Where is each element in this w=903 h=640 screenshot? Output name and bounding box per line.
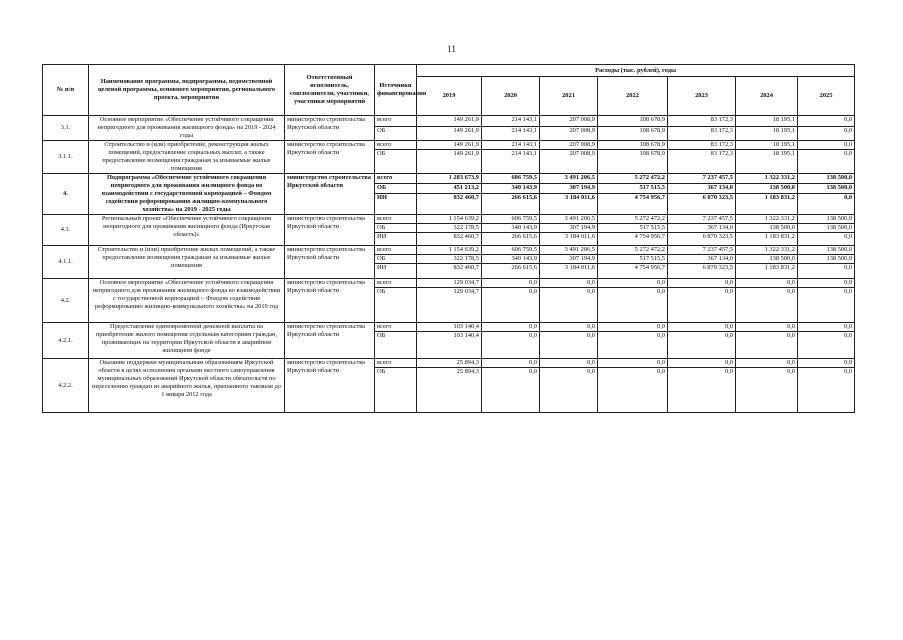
row-value: 307 194,9	[540, 183, 598, 193]
row-value: 6 870 323,5	[668, 264, 736, 279]
header-expenses: Расходы (тыс. рублей), годы	[417, 65, 855, 77]
row-value: 108 678,9	[598, 127, 668, 141]
row-number: 3.1.	[43, 116, 89, 141]
row-value: 138 500,0	[798, 183, 855, 193]
row-value: 4 754 956,7	[598, 193, 668, 214]
row-value: 7 237 457,5	[668, 174, 736, 184]
row-responsible: министерство строительства Иркутской области	[285, 279, 375, 323]
row-value: 451 213,2	[417, 183, 482, 193]
row-source: ИИ	[375, 233, 417, 246]
row-value: 1 322 331,2	[736, 246, 798, 255]
row-value: 5 272 472,2	[598, 215, 668, 224]
row-value: 0,0	[668, 288, 736, 323]
row-responsible: министерство строительства Иркутской области	[285, 174, 375, 215]
row-value: 1 183 831,2	[736, 233, 798, 246]
row-source: всего	[375, 215, 417, 224]
row-value: 83 172,3	[668, 127, 736, 141]
row-value: 6 870 323,5	[668, 233, 736, 246]
row-source: ИИ	[375, 193, 417, 214]
row-value: 0,0	[736, 279, 798, 288]
row-value: 0,0	[798, 359, 855, 368]
row-source: ОБ	[375, 183, 417, 193]
page-number: 11	[447, 44, 456, 54]
row-value: 0,0	[736, 288, 798, 323]
row-value: 340 143,9	[482, 224, 540, 233]
row-value: 0,0	[736, 323, 798, 332]
row-value: 1 283 673,9	[417, 174, 482, 184]
row-number: 4.	[43, 174, 89, 215]
row-value: 129 034,7	[417, 279, 482, 288]
row-value: 367 134,0	[668, 224, 736, 233]
row-name: Основное мероприятие «Обеспечение устойчивого сокращения непригодного для проживания жилищного фонда» на 2019 - 2024 годы	[89, 116, 285, 141]
row-value: 0,0	[668, 368, 736, 413]
row-value: 149 261,9	[417, 150, 482, 174]
row-value: 1 154 639,2	[417, 246, 482, 255]
row-value: 6 870 323,5	[668, 193, 736, 214]
header-number: № п/п	[43, 65, 89, 116]
row-value: 214 143,1	[482, 127, 540, 141]
row-value: 0,0	[736, 368, 798, 413]
row-value: 266 615,6	[482, 264, 540, 279]
row-value: 832 460,7	[417, 193, 482, 214]
row-value: 517 515,5	[598, 255, 668, 264]
row-value: 0,0	[540, 323, 598, 332]
row-value: 0,0	[482, 359, 540, 368]
row-name: Региональный проект «Обеспечение устойчивого сокращения непригодного для проживания жилищного фонда (Иркутская область)»	[89, 215, 285, 246]
row-value: 0,0	[798, 323, 855, 332]
row-name: Строительство и (или) приобретение, реконструкция жилых помещений, предоставление социальных выплат, а также предоставление возмещения гражданам за изымаемые жилые помещения	[89, 141, 285, 174]
row-value: 0,0	[798, 150, 855, 174]
header-responsible: Ответственный исполнитель, соисполнители, участники, участники мероприятий	[285, 65, 375, 116]
row-value: 83 172,3	[668, 141, 736, 150]
row-value: 103 140,4	[417, 332, 482, 359]
row-value: 138 500,0	[798, 174, 855, 184]
row-value: 18 195,1	[736, 116, 798, 127]
row-value: 138 500,0	[736, 255, 798, 264]
row-value: 0,0	[482, 323, 540, 332]
row-name: Строительство и (или) приобретение жилых помещений, а также предоставление возмещения гражданам за изымаемые жилые помещения	[89, 246, 285, 279]
row-value: 207 008,9	[540, 150, 598, 174]
row-value: 3 491 206,5	[540, 215, 598, 224]
row-source: ОБ	[375, 332, 417, 359]
row-value: 606 759,5	[482, 246, 540, 255]
row-value: 18 195,1	[736, 141, 798, 150]
row-name: Основное мероприятие «Обеспечение устойчивого сокращения непригодного для проживания жилищного фонда во взаимодействии с государственной корпорацией – Фондом содействия реформированию жилищно-коммунального хозяйства» на 2019 год	[89, 279, 285, 323]
row-value: 3 184 011,6	[540, 264, 598, 279]
row-value: 0,0	[598, 332, 668, 359]
header-year: 2023	[668, 77, 736, 116]
row-value: 0,0	[668, 323, 736, 332]
header-year: 2022	[598, 77, 668, 116]
header-name: Наименование программы, подпрограммы, ведомственной целевой программы, основного мероприятия, регионального проекта, мероприятия	[89, 65, 285, 116]
row-number: 4.1.	[43, 215, 89, 246]
row-source: всего	[375, 141, 417, 150]
row-value: 138 500,0	[736, 224, 798, 233]
row-value: 340 143,9	[482, 183, 540, 193]
row-value: 0,0	[540, 288, 598, 323]
row-value: 322 178,5	[417, 224, 482, 233]
table-row	[43, 359, 855, 368]
row-value: 0,0	[482, 368, 540, 413]
row-source: ОБ	[375, 150, 417, 174]
row-value: 0,0	[798, 141, 855, 150]
row-number: 3.1.1.	[43, 141, 89, 174]
header-year: 2021	[540, 77, 598, 116]
row-responsible: министерство строительства Иркутской области	[285, 141, 375, 174]
row-source: ОБ	[375, 255, 417, 264]
row-value: 149 261,9	[417, 127, 482, 141]
row-value: 307 194,9	[540, 255, 598, 264]
header-source: Источники финансирования	[375, 65, 417, 116]
row-value: 367 134,0	[668, 255, 736, 264]
row-source: всего	[375, 323, 417, 332]
row-source: всего	[375, 279, 417, 288]
row-value: 3 491 206,5	[540, 174, 598, 184]
row-value: 103 140,4	[417, 323, 482, 332]
row-value: 0,0	[540, 359, 598, 368]
row-value: 214 143,1	[482, 116, 540, 127]
row-value: 0,0	[798, 233, 855, 246]
row-value: 0,0	[798, 279, 855, 288]
row-value: 0,0	[736, 359, 798, 368]
row-value: 0,0	[668, 332, 736, 359]
header-year: 2019	[417, 77, 482, 116]
row-number: 4.1.1.	[43, 246, 89, 279]
row-value: 266 615,6	[482, 193, 540, 214]
row-value: 1 154 639,2	[417, 215, 482, 224]
row-value: 25 894,3	[417, 359, 482, 368]
row-value: 108 678,9	[598, 116, 668, 127]
header-year: 2024	[736, 77, 798, 116]
row-value: 4 754 956,7	[598, 264, 668, 279]
row-source: всего	[375, 246, 417, 255]
row-value: 138 500,0	[798, 246, 855, 255]
row-value: 0,0	[482, 332, 540, 359]
row-source: всего	[375, 174, 417, 184]
row-value: 517 515,5	[598, 224, 668, 233]
row-value: 207 008,9	[540, 116, 598, 127]
row-value: 3 184 011,6	[540, 233, 598, 246]
row-source: ОБ	[375, 288, 417, 323]
row-value: 0,0	[736, 332, 798, 359]
row-value: 3 491 206,5	[540, 246, 598, 255]
row-value: 25 894,3	[417, 368, 482, 413]
row-value: 214 143,1	[482, 150, 540, 174]
row-number: 4.2.	[43, 279, 89, 323]
row-value: 606 759,5	[482, 215, 540, 224]
row-value: 138 500,0	[798, 215, 855, 224]
row-value: 1 322 331,2	[736, 174, 798, 184]
row-value: 0,0	[798, 127, 855, 141]
row-value: 0,0	[598, 288, 668, 323]
row-name: Оказание поддержки муниципальным образованиям Иркутской области в целях исполнения органами местного самоуправления муниципальных образований Иркутской области обязательств по переселению граждан из аварийного жилья, признанного таковым до 1 января 2012 года	[89, 359, 285, 413]
table-row	[43, 141, 855, 150]
table-row	[43, 323, 855, 332]
row-value: 0,0	[798, 264, 855, 279]
row-source: ОБ	[375, 127, 417, 141]
row-value: 207 008,9	[540, 141, 598, 150]
row-value: 307 194,9	[540, 224, 598, 233]
row-value: 207 008,9	[540, 127, 598, 141]
header-year: 2020	[482, 77, 540, 116]
row-value: 517 515,5	[598, 183, 668, 193]
row-responsible: министерство строительства Иркутской области	[285, 246, 375, 279]
row-value: 0,0	[668, 279, 736, 288]
row-value: 4 754 956,7	[598, 233, 668, 246]
row-responsible: министерство строительства Иркутской области	[285, 323, 375, 359]
row-value: 108 678,9	[598, 141, 668, 150]
row-value: 138 500,0	[798, 255, 855, 264]
row-value: 0,0	[482, 279, 540, 288]
row-value: 0,0	[598, 323, 668, 332]
row-value: 18 195,1	[736, 127, 798, 141]
row-value: 138 500,0	[736, 183, 798, 193]
row-value: 0,0	[540, 368, 598, 413]
row-value: 7 237 457,5	[668, 215, 736, 224]
row-number: 4.2.2.	[43, 359, 89, 413]
row-source: всего	[375, 359, 417, 368]
row-value: 18 195,1	[736, 150, 798, 174]
row-value: 322 178,5	[417, 255, 482, 264]
row-value: 0,0	[798, 288, 855, 323]
row-value: 0,0	[798, 368, 855, 413]
row-value: 5 272 472,2	[598, 246, 668, 255]
row-source: всего	[375, 116, 417, 127]
row-value: 0,0	[798, 332, 855, 359]
table-row	[43, 174, 855, 184]
expenses-table	[42, 64, 855, 413]
row-value: 0,0	[798, 116, 855, 127]
row-responsible: министерство строительства Иркутской области	[285, 359, 375, 413]
row-value: 0,0	[540, 279, 598, 288]
row-value: 832 460,7	[417, 233, 482, 246]
row-responsible: министерство строительства Иркутской области	[285, 116, 375, 141]
table-row	[43, 215, 855, 224]
row-source: ИИ	[375, 264, 417, 279]
row-value: 1 183 831,2	[736, 264, 798, 279]
row-name: Предоставление единовременной денежной выплаты на приобретение жилого помещения отдельным категориям граждан, проживающих на территории Иркутской области в аварийном жилищном фонде	[89, 323, 285, 359]
row-value: 129 034,7	[417, 288, 482, 323]
row-value: 5 272 472,2	[598, 174, 668, 184]
row-value: 83 172,3	[668, 116, 736, 127]
row-value: 214 143,1	[482, 141, 540, 150]
row-value: 7 237 457,5	[668, 246, 736, 255]
row-value: 0,0	[668, 359, 736, 368]
table-row	[43, 246, 855, 255]
table-row	[43, 279, 855, 288]
row-value: 0,0	[598, 368, 668, 413]
row-value: 108 678,9	[598, 150, 668, 174]
row-number: 4.2.1.	[43, 323, 89, 359]
row-value: 149 261,9	[417, 141, 482, 150]
row-value: 3 184 011,6	[540, 193, 598, 214]
row-value: 266 615,6	[482, 233, 540, 246]
row-value: 0,0	[482, 288, 540, 323]
row-responsible: министерство строительства Иркутской области	[285, 215, 375, 246]
row-source: ОБ	[375, 368, 417, 413]
row-value: 0,0	[798, 193, 855, 214]
row-value: 340 143,9	[482, 255, 540, 264]
row-value: 138 500,0	[798, 224, 855, 233]
row-value: 149 261,9	[417, 116, 482, 127]
header-year: 2025	[798, 77, 855, 116]
row-value: 367 134,0	[668, 183, 736, 193]
row-value: 83 172,3	[668, 150, 736, 174]
row-value: 1 183 831,2	[736, 193, 798, 214]
row-name: Подпрограмма «Обеспечение устойчивого сокращения непригодного для проживания жилищного фонда во взаимодействии с государственной корпорацией – Фондом содействия реформированию жилищно-коммунального хозяйства» на 2019 - 2025 годы	[89, 174, 285, 215]
row-value: 1 322 331,2	[736, 215, 798, 224]
row-source: ОБ	[375, 224, 417, 233]
row-value: 0,0	[598, 279, 668, 288]
row-value: 832 460,7	[417, 264, 482, 279]
row-value: 0,0	[598, 359, 668, 368]
row-value: 0,0	[540, 332, 598, 359]
row-value: 606 759,5	[482, 174, 540, 184]
table-row	[43, 116, 855, 127]
